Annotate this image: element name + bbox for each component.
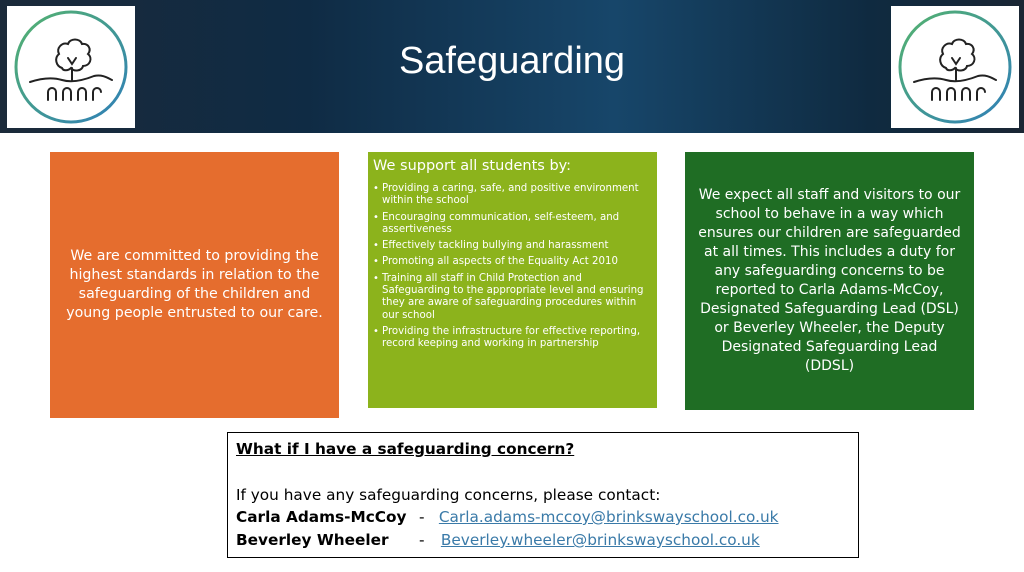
concern-box [227, 432, 859, 558]
contact-separator: - [419, 531, 425, 549]
contact-email-link[interactable]: Carla.adams-mccoy@brinkswayschool.co.uk [438, 508, 779, 526]
list-item: • Effectively tackling bullying and harassment [373, 240, 651, 252]
school-logo-right [891, 6, 1019, 128]
contact-row [236, 529, 858, 552]
concern-intro: If you have any safeguarding concerns, please contact: [236, 486, 661, 504]
header-banner [0, 0, 1024, 133]
contact-separator: - [419, 508, 425, 526]
list-item: • Encouraging communication, self-esteem, and assertiveness [373, 212, 651, 237]
concern-title: What if I have a safeguarding concern? [236, 440, 575, 458]
commitment-panel [50, 152, 339, 418]
list-item: • Providing a caring, safe, and positive environment within the school [373, 183, 651, 208]
expectation-panel [685, 152, 974, 410]
commitment-text: We are committed to providing the highest standards in relation to the safeguarding of the children and young people entrusted to our care. [66, 248, 323, 321]
school-tree-bridge-logo-icon [896, 8, 1014, 126]
support-panel [368, 152, 657, 408]
contact-name: Beverley Wheeler [236, 531, 389, 549]
contact-email-link[interactable]: Beverley.wheeler@brinkswayschool.co.uk [440, 531, 760, 549]
list-item: • Providing the infrastructure for effective reporting, record keeping and working in partnership [373, 326, 651, 351]
list-item: • Promoting all aspects of the Equality Act 2010 [373, 256, 651, 268]
expectation-text: We expect all staff and visitors to our school to behave in a way which ensures our children are safeguarded at all times. This includes a duty for any safeguarding concerns to be reported to Carla Adams-McCoy, Designated Safeguarding Lead (DSL) or Beverley Wheeler, the Deputy Designated Safeguarding Lead (DDSL) [698, 187, 961, 374]
list-item: • Training all staff in Child Protection and Safeguarding to the appropriate level and ensuring they are aware of safeguarding procedures within our school [373, 273, 651, 322]
support-list [373, 183, 651, 351]
page-title: Safeguarding [398, 40, 626, 82]
contact-row [236, 506, 858, 529]
contact-name: Carla Adams-McCoy [236, 508, 407, 526]
support-heading: We support all students by: [373, 158, 572, 174]
